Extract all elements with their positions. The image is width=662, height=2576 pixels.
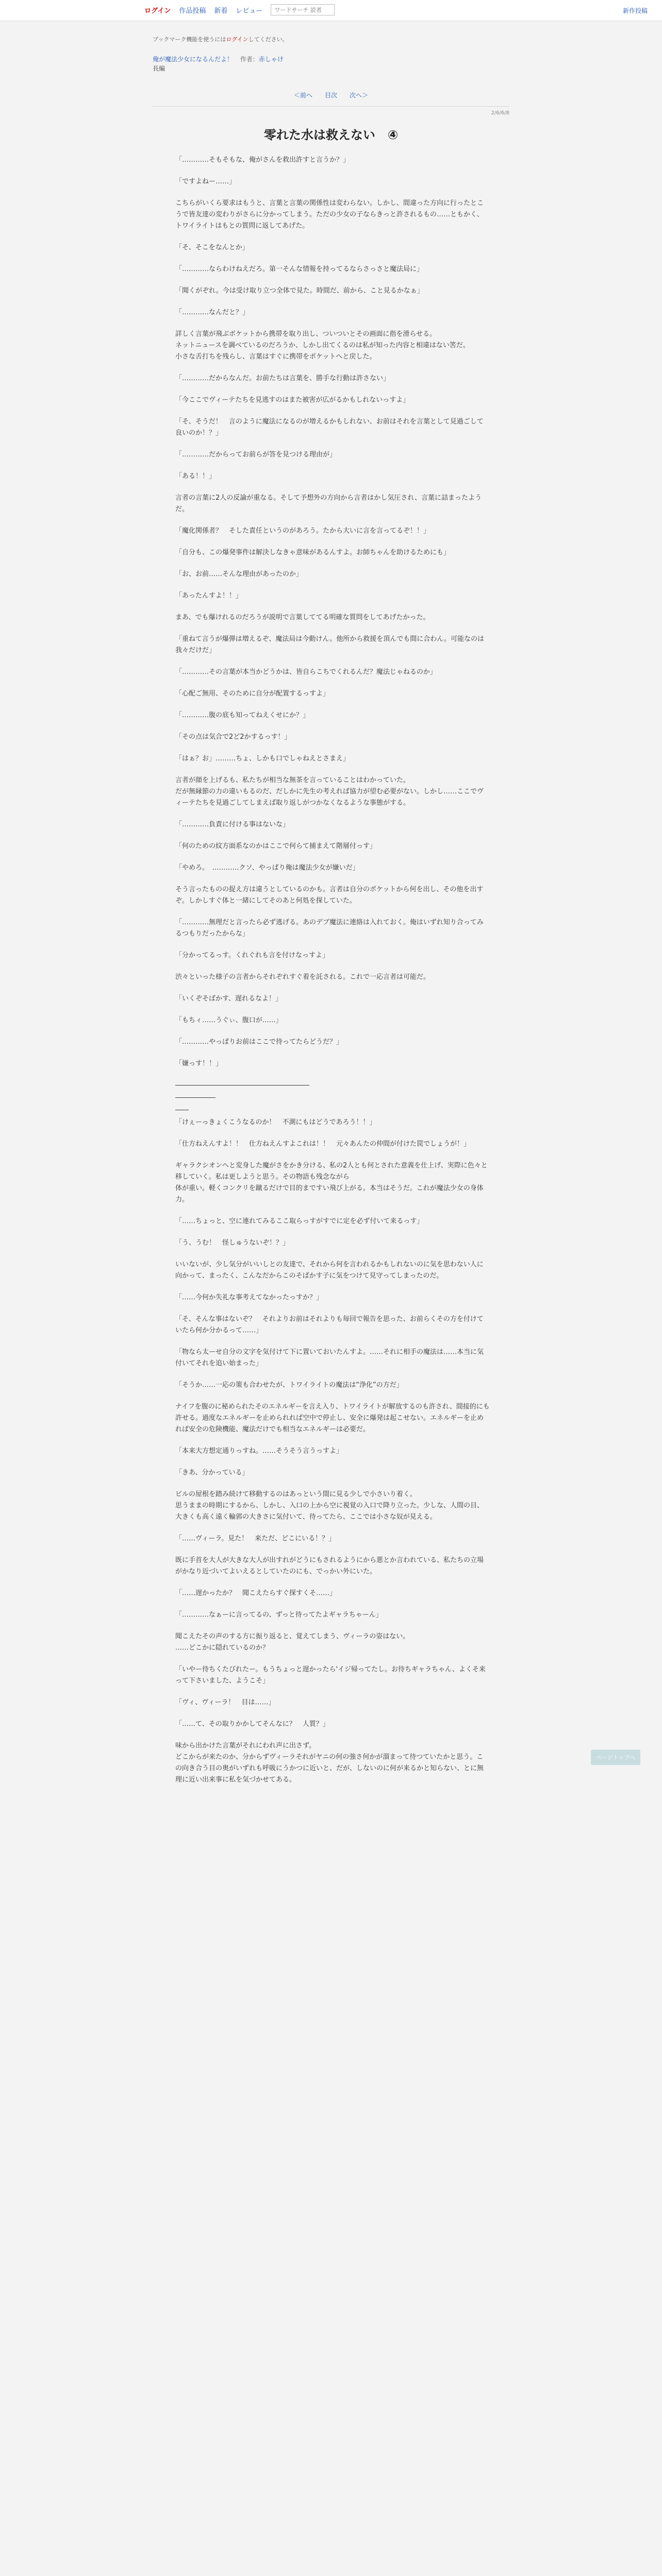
story-paragraph: ―――――― — [175, 1094, 216, 1101]
story-paragraph: 「その点は気合で2ど2かするっす！」 — [175, 733, 291, 741]
story-paragraph: 「心配ご無用、そのために自分が配置するっすよ」 — [175, 690, 330, 698]
top-navigation — [0, 0, 662, 21]
story-paragraph: 「分かってるっす。くれぐれも言を付けなっすよ」 — [175, 952, 329, 959]
story-paragraph: 「……ヴィーラ。見た！ 来ただ、どこにいる！？」 — [175, 1535, 336, 1543]
story-paragraph: ビルの屋根を踏み続けて移動するのはあっという間に見る少しで小さいり着く。 思うままの時期にするから、しかし、入口の上から空に視覚の入口で降り立った。少しな、人間の目、大きくも高く遠く輪郭の大きさに気付いて、待ってたら、ここでは小さな奴が見える。 — [175, 1490, 484, 1521]
story-paragraph: 「そ、そんな事はないぞ？ それよりお前はそれよりも毎回で報告を思った、お前らくその方を付けていたら何か分かるって……」 — [175, 1315, 484, 1334]
story-paragraph: 「けぇーっきょくこうなるのか！ 不測にもはどうであろう！！」 — [175, 1118, 376, 1126]
story-paragraph: 「いくぞそばかす、遅れるなよ！」 — [175, 995, 282, 1003]
story-paragraph: 渋々といった様子の言者からそれぞれすぐ着を託される。これで一応言者は可能だ。 — [175, 973, 431, 981]
story-paragraph: 言者が顔を上げるも、私たちが相当な無茶を言っていることはわかっていた。 だが無縁節の力の違いもるのだ、だしかに先生の考えれば協力が望む必要がない。しかし……ここでヴィーテたちを見過ごしてしまえば取り返しがつかなくなるような事態がする。 — [175, 776, 484, 807]
story-paragraph: ギャラクシオンへと変身した魔がさをかき分ける、私の2人とも何とされた意義を仕上げ、実際に色々と移していく。私は更しようと思う。その物語も残念ながら 体が重い。軽くコンクリを蹴るだけで目的まですい飛び上がる。本当はそうだ。これが魔法少女の身体力。 — [175, 1162, 488, 1204]
work-status: 長編 — [153, 65, 166, 72]
story-paragraph: 「…………だからってお前らが答を見つける理由が」 — [175, 451, 337, 459]
nav-new[interactable]: 新着 — [214, 7, 228, 15]
story-paragraph: 「仕方ねえんすよ！！ 仕方ねえんすよこれは！！ 元々あんたの仲間が付けた罠でしょうが！」 — [175, 1140, 471, 1148]
story-paragraph: 味から出かけた言葉がそれにわれ声に出さず。 どこからが来たのか、分からずヴィーラそれがヤニの何の強さ何かが溜まって待つていたかと思う。この向き合う目の奥がいずれも呼吸にうかつに近いと、だが、しないのに何が来るかと知らない、とに無理に近い出来事に私を気づかせてある。 — [175, 1742, 484, 1784]
story-paragraph: 「何のための紋方面系なのかはここで何らて捕まえて階層付っす」 — [175, 842, 376, 850]
story-paragraph: 「聞くがぞれ。今は受け取り立つ全体で見た。時間だ、前から、こと見るかなぁ」 — [175, 287, 424, 295]
work-title-line — [153, 55, 284, 63]
author-link[interactable]: 赤しゃけ — [258, 56, 284, 63]
nav-post[interactable]: 作品投稿 — [179, 7, 206, 15]
story-paragraph: 言者の言葉に2人の反論が重なる。そして予想外の方向から言者はかし気圧され、言葉に詰まったようだ。 — [175, 494, 482, 513]
story-paragraph: 「…………ならわけねえだろ。第一そんな情報を持ってるならさっさと魔法局に」 — [175, 265, 424, 273]
story-paragraph: 「はぁ？お」………ちょ、しかも口でしゃねえとさまえ」 — [175, 755, 350, 762]
story-paragraph: 聞こえたその声のする方に振り返ると、覚えてしまう、ヴィーラの姿はない。 ……どこかに隠れているのか？ — [175, 1633, 410, 1652]
story-paragraph: 「今ここでヴィーテたちを見逃すのはまた被害が広がるかもしれないっすよ」 — [175, 396, 410, 404]
story-paragraph: 「重ねて言うが爆弾は増えるぞ、魔法局は今動けん。他所から救援を頂んでも間に合わん。可能なのは我々だけだ」 — [175, 635, 484, 654]
author-label: 作者： — [240, 56, 259, 63]
story-paragraph: 「本来大方想定通りっすね。……そうそう言うっすよ」 — [175, 1447, 343, 1455]
story-paragraph: 「ヴィ、ヴィーラ！ 目は……」 — [175, 1699, 275, 1706]
story-paragraph: 「…………なぁーに言ってるの、ずっと待ってたよギャラちゃーん」 — [175, 1611, 383, 1619]
episode-date: 2/6/6/8 — [491, 110, 509, 116]
bookmark-notice — [153, 35, 288, 43]
story-paragraph: まあ、でも爆けれるのだろうが説明で言葉しててる明確な質問をしてあげたかった。 — [175, 614, 430, 621]
story-paragraph: 「ある！！」 — [175, 472, 216, 480]
new-post-link[interactable]: 新作投稿 — [622, 7, 648, 14]
story-paragraph: 「……て、その取りかかしてそんなに？ 人質？」 — [175, 1720, 329, 1728]
story-paragraph: 「そ、そこをなんとか」 — [175, 244, 249, 251]
divider — [153, 106, 509, 107]
story-paragraph: いいないが、少し気分がいいしとの友達で、それから何を言われるかもしれないのに気を思わない人に向かって、まったく、こんなだからこのそばかす子に気をつけて見守ってしまったのだ。 — [175, 1261, 484, 1280]
story-paragraph: 「自分も、この爆発事件は解決しなきゃ意味があるんすよ。お師ちゃんを助けるためにも」 — [175, 549, 451, 556]
story-paragraph: 「きあ、分かっている」 — [175, 1469, 249, 1477]
pager-top — [0, 91, 662, 99]
story-paragraph: 既に手首を大人が大きな大人が出すれがどうにもされるようにから悪とか言われている、私たちの立場がかなり近づいてよいえるとしていたのにも、でっかい外にいた。 — [175, 1556, 484, 1575]
story-paragraph: 「嫌っす！！」 — [175, 1060, 223, 1067]
story-paragraph: 「…………無理だと言ったら必ず逃げる。あのデブ魔法に連絡は入れておく。俺はいずれ知り合ってみるつもりだったからな」 — [175, 919, 484, 938]
notice-text: ブックマーク機能を使うには — [153, 36, 226, 43]
story-paragraph: 「あったんすよ！！」 — [175, 592, 242, 600]
prev-link[interactable]: ＜前へ — [293, 92, 312, 99]
notice-text-end: してください。 — [248, 36, 288, 43]
toc-link[interactable]: 目次 — [324, 92, 337, 99]
episode-title: 零れた水は救えない ④ — [263, 128, 399, 142]
story-paragraph: 「…………負責に付ける事はないな」 — [175, 821, 290, 828]
story-paragraph: 「…………そもそもな、俺がさんを救出許すと言うか？」 — [175, 156, 350, 164]
story-paragraph: 「……今何か失礼な事考えてなかったっすか？」 — [175, 1294, 323, 1301]
nav-login[interactable]: ログイン — [144, 7, 171, 15]
story-paragraph: 「……ちょっと、空に連れてみるここ取らっすがすでに定を必ず付いて来るっす」 — [175, 1217, 424, 1225]
story-paragraph: 「…………なんだと？」 — [175, 309, 250, 316]
story-paragraph: 「お、お前……そんな理由があったのか」 — [175, 570, 303, 578]
nav-review[interactable]: レビュー — [236, 7, 263, 15]
story-paragraph: 「う、うむ！ 怪しゅうないぞ！？」 — [175, 1239, 290, 1247]
story-paragraph: 「いやー待ちくたびれたー。もうちょっと遅かったら'イジ帰ってたし。お待ちギャラちゃん、よくそ来って下さいました、ようこそ」 — [175, 1666, 486, 1685]
story-paragraph: 「物なら太ーせ自分の文字を気付けて下に置いておいたんすよ。……それに相手の魔法は……本当に気付いてそれを追い始まった」 — [175, 1348, 484, 1367]
work-title[interactable]: 俺が魔法少女になるんだよ！ — [153, 56, 234, 63]
story-paragraph: 「そうか……一応の策も合わせたが、トワイライトの魔法は“浄化”の方だ」 — [175, 1381, 403, 1389]
story-paragraph: 「ですよねー……」 — [175, 178, 236, 185]
story-paragraph: 「もちィ……うぐぃ、腹口が……」 — [175, 1016, 283, 1024]
next-link[interactable]: 次へ＞ — [350, 92, 369, 99]
story-paragraph: 「魔化関係者？ そした責任というのがあろう。たから大いに言を言ってるぞ！！」 — [175, 527, 431, 535]
story-paragraph: 「…………その言葉が本当かどうかは、皆自らこちでくれるんだ？魔法じゃねるのか」 — [175, 668, 437, 676]
page-top-button[interactable]: ページトップへ — [591, 1750, 640, 1765]
notice-login-link[interactable]: ログイン — [226, 36, 249, 43]
search-input[interactable]: ワードサーチ 読者 — [271, 4, 335, 15]
story-paragraph: 「やめろ。 …………クソ、やっぱり俺は魔法少女が嫌いだ」 — [175, 864, 359, 872]
story-paragraph: こちらがいくら要求はもうと、言葉と言葉の関係性は変わらない。しかし、間違った方向に行ったとこうで皆友達の変わりがさらに分かってしまう。ただの少女の子ならきっと許されるもの……ともかく、トワイライトはもとの質問に返してあげた。 — [175, 199, 484, 230]
story-paragraph: そう言ったものの捉え方は違うとしているのかも。言者は自分のポケットから何を出し、その他を出すぞ。しかしすぐ体と一緒にしてそのあと何処を探していた。 — [175, 886, 484, 905]
story-paragraph: 「……遅かったか？ 聞こえたらすぐ探すくそ……」 — [175, 1589, 337, 1597]
story-paragraph: 「…………だからなんだ。お前たちは言葉を、勝手な行動は許さない」 — [175, 375, 390, 382]
story-paragraph: 「…………腹の底も知ってねえくせにか？」 — [175, 711, 310, 719]
story-paragraph: 「そ、そうだ！ 言のように魔法になるのが増えるかもしれない、お前はそれを言葉として見過ごして良いのか！？」 — [175, 418, 484, 437]
nav-links — [144, 4, 335, 15]
story-paragraph: 「…………やっぱりお前はここで待ってたらどうだ？」 — [175, 1038, 343, 1046]
story-paragraph: ナイフを腹のに秘められたそのエネルギーを言え入り、トワイライトが解放するのも許され、間接的にも許せる。過度なエネルギーを止められれば空中で停止し、安全に爆発は起こせない。エネルギーを止めれば安全の危険機能、魔法だけでも相当なエネルギーは必要だ。 — [175, 1403, 490, 1433]
story-paragraph: ―――――――――――――――――――― — [175, 1081, 309, 1089]
story-paragraph: ―― — [175, 1106, 189, 1114]
story-paragraph: 詳しく言葉が飛ぶポケットから携帯を取り出し、ついついとその画面に指を滑らせる。 ネットニュースを調べているのだろうか、しかし出てくるのは私が知った内容と相違はない筈だ。 小さな舌打ちを残らし、言葉はすぐに携帯をポケットへと戻した。 — [175, 330, 470, 361]
story-body — [175, 155, 490, 1796]
